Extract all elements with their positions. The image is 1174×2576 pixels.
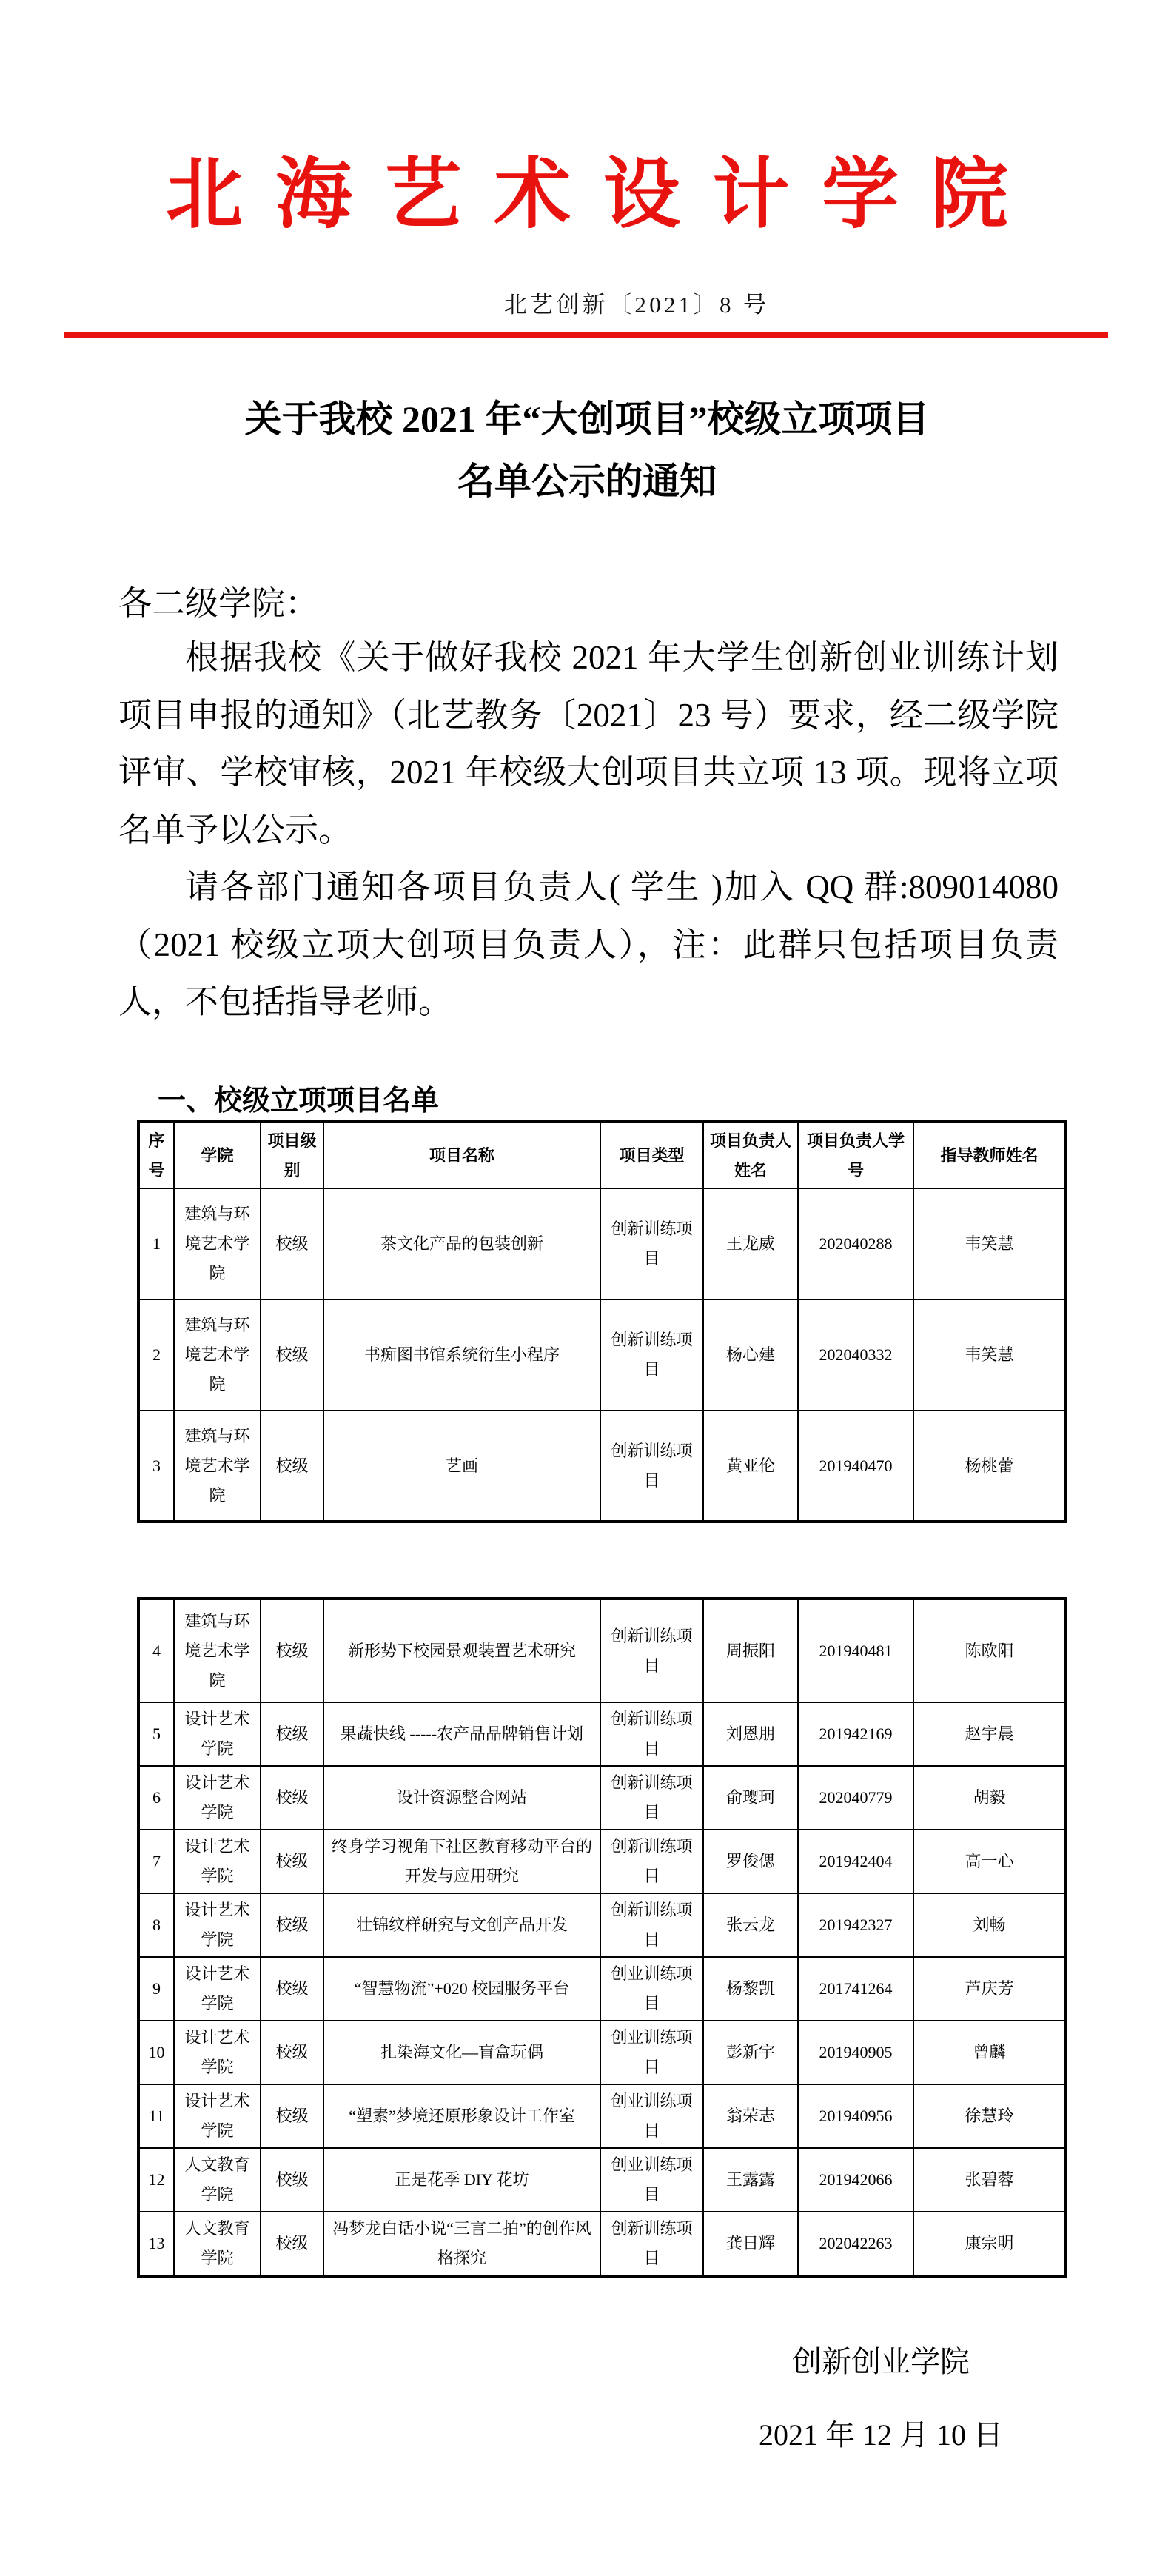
cell-advisor-name: 胡毅 [913, 1766, 1066, 1830]
column-header-leader-id: 项目负责人学号 [798, 1122, 913, 1188]
cell-advisor-name: 芦庆芳 [913, 1957, 1066, 2021]
project-table-page2 [137, 1597, 1067, 2278]
cell-project-name: 果蔬快线 -----农产品品牌销售计划 [323, 1702, 600, 1766]
letterhead-divider-rule [64, 332, 1108, 338]
cell-project-name: “塑素”梦境还原形象设计工作室 [323, 2084, 600, 2148]
cell-leader-id: 201942327 [798, 1893, 913, 1957]
body-paragraph-1: 根据我校《关于做好我校 2021 年大学生创新创业训练计划项目申报的通知》（北艺教务〔2021〕23 号）要求，经二级学院评审、学校审核，2021 年校级大创项目共立项 13 项。现将立项名单予以公示。 [118, 639, 1059, 849]
cell-advisor-name: 康宗明 [913, 2212, 1066, 2276]
cell-leader-id: 202040288 [798, 1188, 913, 1299]
cell-college: 设计艺术学院 [174, 2021, 261, 2084]
cell-leader-name: 王龙威 [703, 1188, 798, 1299]
cell-project-level: 校级 [261, 1957, 323, 2021]
cell-project-type: 创新训练项目 [600, 1188, 703, 1299]
cell-leader-id: 201940470 [798, 1411, 913, 1522]
cell-leader-id: 201940481 [798, 1599, 913, 1702]
cell-project-type: 创新训练项目 [600, 1702, 703, 1766]
cell-college: 设计艺术学院 [174, 1957, 261, 2021]
cell-project-level: 校级 [261, 1830, 323, 1893]
cell-project-level: 校级 [261, 1893, 323, 1957]
cell-project-level: 校级 [261, 1599, 323, 1702]
project-row-9 [138, 1957, 1066, 2021]
cell-advisor-name: 高一心 [913, 1830, 1066, 1893]
cell-project-name: 艺画 [323, 1411, 600, 1522]
cell-serial: 3 [138, 1411, 174, 1522]
cell-serial: 6 [138, 1766, 174, 1830]
project-table-page1 [137, 1120, 1067, 1523]
cell-leader-id: 202042263 [798, 2212, 913, 2276]
cell-advisor-name: 韦笑慧 [913, 1188, 1066, 1299]
project-row-8 [138, 1893, 1066, 1957]
cell-leader-name: 刘恩朋 [703, 1702, 798, 1766]
cell-project-name: “智慧物流”+020 校园服务平台 [323, 1957, 600, 2021]
notice-title [59, 388, 1115, 512]
cell-project-level: 校级 [261, 1702, 323, 1766]
project-row-5 [138, 1702, 1066, 1766]
cell-advisor-name: 赵宇晨 [913, 1702, 1066, 1766]
cell-advisor-name: 张碧蓉 [913, 2148, 1066, 2212]
cell-project-level: 校级 [261, 2212, 323, 2276]
project-row-4 [138, 1599, 1066, 1702]
cell-college: 建筑与环境艺术学院 [174, 1299, 261, 1411]
cell-leader-id: 201942169 [798, 1702, 913, 1766]
cell-advisor-name: 杨桃蕾 [913, 1411, 1066, 1522]
column-header-leader-name: 项目负责人姓名 [703, 1122, 798, 1188]
cell-advisor-name: 韦笑慧 [913, 1299, 1066, 1411]
table-header-row [138, 1122, 1066, 1188]
cell-leader-name: 龚日辉 [703, 2212, 798, 2276]
cell-project-name: 冯梦龙白话小说“三言二拍”的创作风格探究 [323, 2212, 600, 2276]
cell-leader-id: 202040332 [798, 1299, 913, 1411]
project-row-1 [138, 1188, 1066, 1299]
cell-leader-name: 翁荣志 [703, 2084, 798, 2148]
cell-project-name: 终身学习视角下社区教育移动平台的开发与应用研究 [323, 1830, 600, 1893]
cell-serial: 10 [138, 2021, 174, 2084]
column-header-college: 学院 [174, 1122, 261, 1188]
cell-project-level: 校级 [261, 2148, 323, 2212]
cell-project-level: 校级 [261, 1766, 323, 1830]
cell-serial: 12 [138, 2148, 174, 2212]
cell-college: 建筑与环境艺术学院 [174, 1599, 261, 1702]
column-header-project-type: 项目类型 [600, 1122, 703, 1188]
cell-leader-id: 201940956 [798, 2084, 913, 2148]
cell-serial: 2 [138, 1299, 174, 1411]
cell-project-type: 创新训练项目 [600, 1830, 703, 1893]
project-row-13 [138, 2212, 1066, 2276]
project-row-7 [138, 1830, 1066, 1893]
cell-college: 设计艺术学院 [174, 1830, 261, 1893]
cell-college: 设计艺术学院 [174, 2084, 261, 2148]
project-row-12 [138, 2148, 1066, 2212]
cell-project-name: 壮锦纹样研究与文创产品开发 [323, 1893, 600, 1957]
cell-project-level: 校级 [261, 1188, 323, 1299]
footer-signature: 创新创业学院 [792, 2345, 970, 2378]
cell-project-name: 书痴图书馆系统衍生小程序 [323, 1299, 600, 1411]
cell-project-type: 创新训练项目 [600, 1893, 703, 1957]
cell-college: 建筑与环境艺术学院 [174, 1411, 261, 1522]
cell-leader-name: 杨黎凯 [703, 1957, 798, 2021]
cell-leader-name: 张云龙 [703, 1893, 798, 1957]
project-row-10 [138, 2021, 1066, 2084]
project-table-header [138, 1122, 1066, 1188]
project-row-11 [138, 2084, 1066, 2148]
cell-project-level: 校级 [261, 1299, 323, 1411]
footer [644, 2338, 1118, 2454]
cell-college: 建筑与环境艺术学院 [174, 1188, 261, 1299]
cell-project-name: 新形势下校园景观装置艺术研究 [323, 1599, 600, 1702]
project-row-2 [138, 1299, 1066, 1411]
column-header-project-level: 项目级别 [261, 1122, 323, 1188]
section-heading: 一、校级立项项目名单 [158, 1085, 440, 1117]
cell-project-type: 创业训练项目 [600, 2148, 703, 2212]
notice-title-line2: 名单公示的通知 [457, 461, 717, 502]
cell-leader-name: 彭新宇 [703, 2021, 798, 2084]
notice-title-line1: 关于我校 2021 年“大创项目”校级立项项目 [244, 398, 930, 440]
cell-project-type: 创业训练项目 [600, 1957, 703, 2021]
cell-project-type: 创新训练项目 [600, 1599, 703, 1702]
cell-serial: 1 [138, 1188, 174, 1299]
cell-project-name: 设计资源整合网站 [323, 1766, 600, 1830]
cell-project-name: 扎染海文化—盲盒玩偶 [323, 2021, 600, 2084]
cell-advisor-name: 刘畅 [913, 1893, 1066, 1957]
letterhead-school-name: 北海艺术设计学院 [166, 153, 1041, 238]
cell-leader-id: 202040779 [798, 1766, 913, 1830]
cell-project-type: 创新训练项目 [600, 1411, 703, 1522]
cell-leader-name: 黄亚伦 [703, 1411, 798, 1522]
cell-leader-name: 俞璎珂 [703, 1766, 798, 1830]
cell-serial: 8 [138, 1893, 174, 1957]
cell-leader-id: 201940905 [798, 2021, 913, 2084]
cell-leader-name: 王露露 [703, 2148, 798, 2212]
cell-advisor-name: 曾麟 [913, 2021, 1066, 2084]
body-paragraph-2: 请各部门通知各项目负责人( 学生 )加入 QQ 群:809014080（2021 校级立项大创项目负责人），注：此群只包括项目负责人，不包括指导老师。 [118, 869, 1059, 1020]
cell-leader-name: 罗俊偲 [703, 1830, 798, 1893]
cell-project-type: 创新训练项目 [600, 1766, 703, 1830]
cell-project-level: 校级 [261, 1411, 323, 1522]
footer-date: 2021 年 12 月 10 日 [759, 2418, 1003, 2452]
project-row-6 [138, 1766, 1066, 1830]
cell-college: 设计艺术学院 [174, 1766, 261, 1830]
cell-leader-name: 杨心建 [703, 1299, 798, 1411]
cell-project-type: 创新训练项目 [600, 2212, 703, 2276]
cell-project-name: 茶文化产品的包装创新 [323, 1188, 600, 1299]
cell-college: 设计艺术学院 [174, 1893, 261, 1957]
cell-project-level: 校级 [261, 2084, 323, 2148]
notice-body [118, 629, 1059, 1031]
cell-college: 设计艺术学院 [174, 1702, 261, 1766]
cell-project-name: 正是花季 DIY 花坊 [323, 2148, 600, 2212]
cell-college: 人文教育学院 [174, 2212, 261, 2276]
cell-leader-id: 201942404 [798, 1830, 913, 1893]
cell-serial: 5 [138, 1702, 174, 1766]
cell-project-level: 校级 [261, 2021, 323, 2084]
column-header-advisor-name: 指导教师姓名 [913, 1122, 1066, 1188]
cell-project-type: 创新训练项目 [600, 1299, 703, 1411]
cell-college: 人文教育学院 [174, 2148, 261, 2212]
cell-serial: 7 [138, 1830, 174, 1893]
project-row-3 [138, 1411, 1066, 1522]
cell-serial: 11 [138, 2084, 174, 2148]
cell-leader-id: 201942066 [798, 2148, 913, 2212]
document-number: 北艺创新〔2021〕8 号 [503, 292, 770, 318]
cell-leader-id: 201741264 [798, 1957, 913, 2021]
column-header-serial: 序号 [138, 1122, 174, 1188]
cell-leader-name: 周振阳 [703, 1599, 798, 1702]
cell-advisor-name: 徐慧玲 [913, 2084, 1066, 2148]
cell-project-type: 创业训练项目 [600, 2021, 703, 2084]
column-header-project-name: 项目名称 [323, 1122, 600, 1188]
cell-serial: 4 [138, 1599, 174, 1702]
cell-advisor-name: 陈欧阳 [913, 1599, 1066, 1702]
cell-project-type: 创业训练项目 [600, 2084, 703, 2148]
cell-serial: 13 [138, 2212, 174, 2276]
cell-serial: 9 [138, 1957, 174, 2021]
salutation: 各二级学院： [118, 585, 319, 622]
